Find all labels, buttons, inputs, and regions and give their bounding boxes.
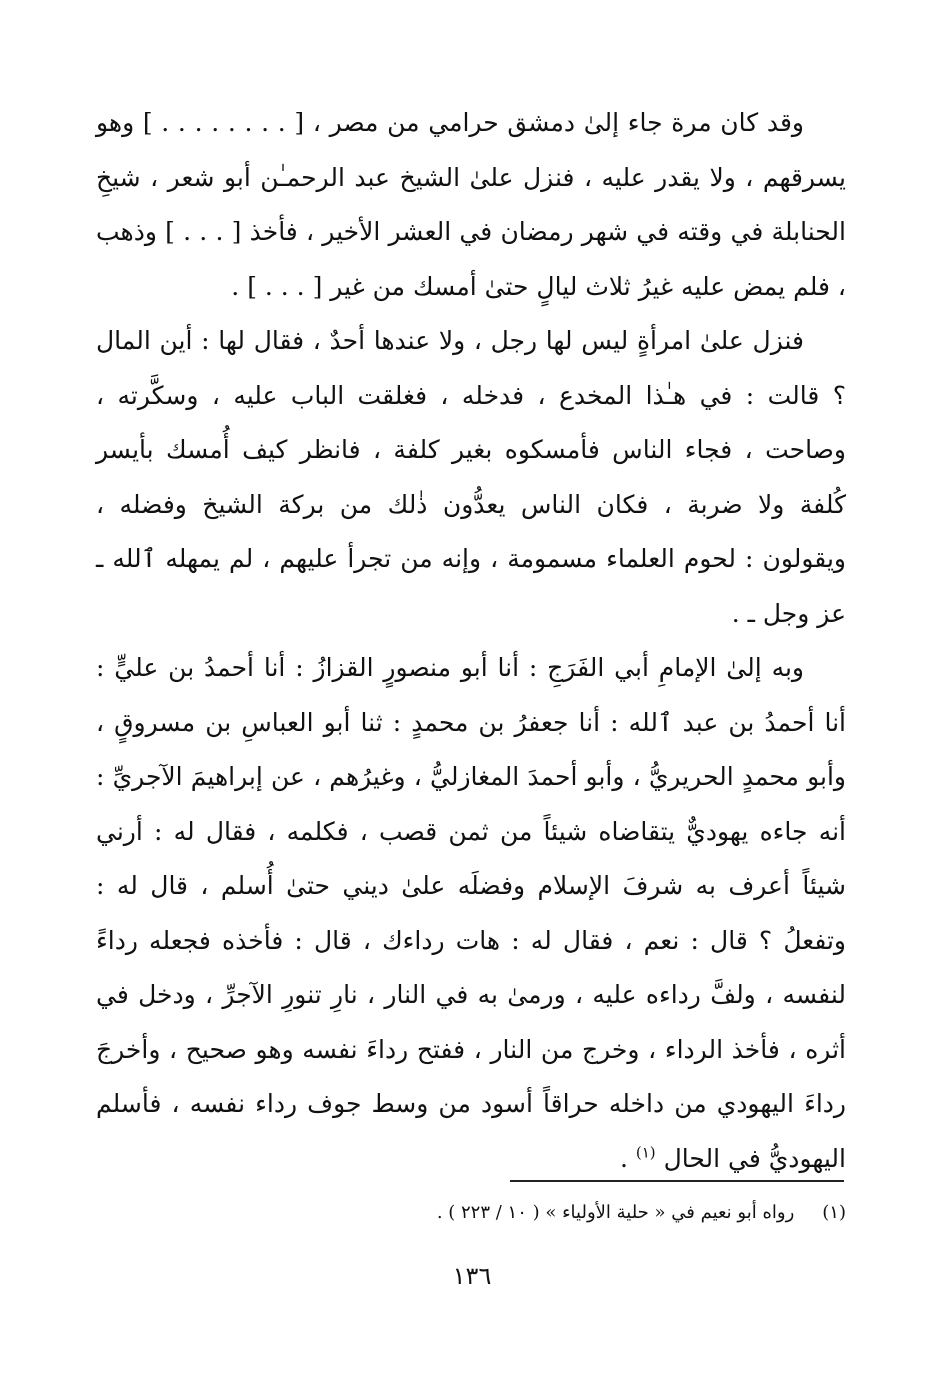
footnote-reference[interactable]: (١) bbox=[635, 1143, 656, 1162]
paragraph-3-tail: . bbox=[619, 1143, 636, 1173]
paragraph-3-text: وبه إلىٰ الإمامِ أبي الفَرَجِ : أنا أبو منصورٍ القزازُ : أنا أحمدُ بن عليٍّ : أنا أحمدُ بن عبد ٱلله : أنا جعفرُ بن محمدٍ : ثنا أبو العباسِ بن مسروقٍ ، وأبو محمدٍ الحريريُّ ، وأبو أحمدَ المغازليُّ ، وغيرُهم ، عن إبراهيمَ الآجريِّ : أنه جاءه يهوديٌّ يتقاضاه شيئاً من ثمن قصب ، فكلمه ، فقال له : أرني شيئاً أعرف به شرفَ الإسلام وفضلَه علىٰ ديني حتىٰ أُسلم ، قال له : وتفعلُ ؟ قال : نعم ، فقال له : هات رداءك ، قال : فأخذه فجعله رداءً لنفسه ، ولفَّ رداءه عليه ، ورمىٰ به في النار ، نارِ تنورِ الآجرِّ ، ودخل في أثره ، فأخذ الرداء ، وخرج من النار ، ففتح رداءَ نفسه وهو صحيح ، وأخرجَ رداءَ اليهودي من داخله حراقاً أسود من وسط جوف رداء نفسه ، فأسلم اليهوديُّ في الحال bbox=[96, 653, 846, 1173]
footnote-text: رواه أبو نعيم في « حلية الأولياء » ( ١٠ / ٢٢٣ ) . bbox=[436, 1202, 795, 1223]
paragraph-3 bbox=[96, 641, 846, 1186]
paragraph-2 bbox=[96, 314, 846, 641]
paragraph-1-text: وقد كان مرة جاء إلىٰ دمشق حرامي من مصر ، [ . . . . . . . . ] وهو يسرقهم ، ولا يقدر عليه ، فنزل علىٰ الشيخ عبد الرحمـٰن أبو شعر ، شيخِ الحنابلة في وقته في شهر رمضان في العشر الأخير ، فأخذ [ . . . ] وذهب ، فلم يمض عليه غيرُ ثلاث ليالٍ حتىٰ أمسك من غير [ . . . ] . bbox=[96, 108, 846, 301]
footnote-divider bbox=[510, 1180, 844, 1182]
paragraph-1 bbox=[96, 96, 846, 314]
page-number: ١٣٦ bbox=[452, 1262, 492, 1290]
footnote bbox=[96, 1198, 846, 1228]
paragraph-2-text: فنزل علىٰ امرأةٍ ليس لها رجل ، ولا عندها أحدٌ ، فقال لها : أين المال ؟ قالت : في هـٰذا المخدع ، فدخله ، فغلقت الباب عليه ، وسكَّرته ، وصاحت ، فجاء الناس فأمسكوه بغير كلفة ، فانظر كيف أُمسك بأيسر كُلفة ولا ضربة ، فكان الناس يعدُّون ذٰلك من بركة الشيخ وفضله ، ويقولون : لحوم العلماء مسمومة ، وإنه من تجرأ عليهم ، لم يمهله ٱلله ـ عز وجل ـ . bbox=[96, 326, 846, 628]
page-body bbox=[96, 96, 846, 1186]
footnote-number: (١) bbox=[822, 1202, 846, 1223]
